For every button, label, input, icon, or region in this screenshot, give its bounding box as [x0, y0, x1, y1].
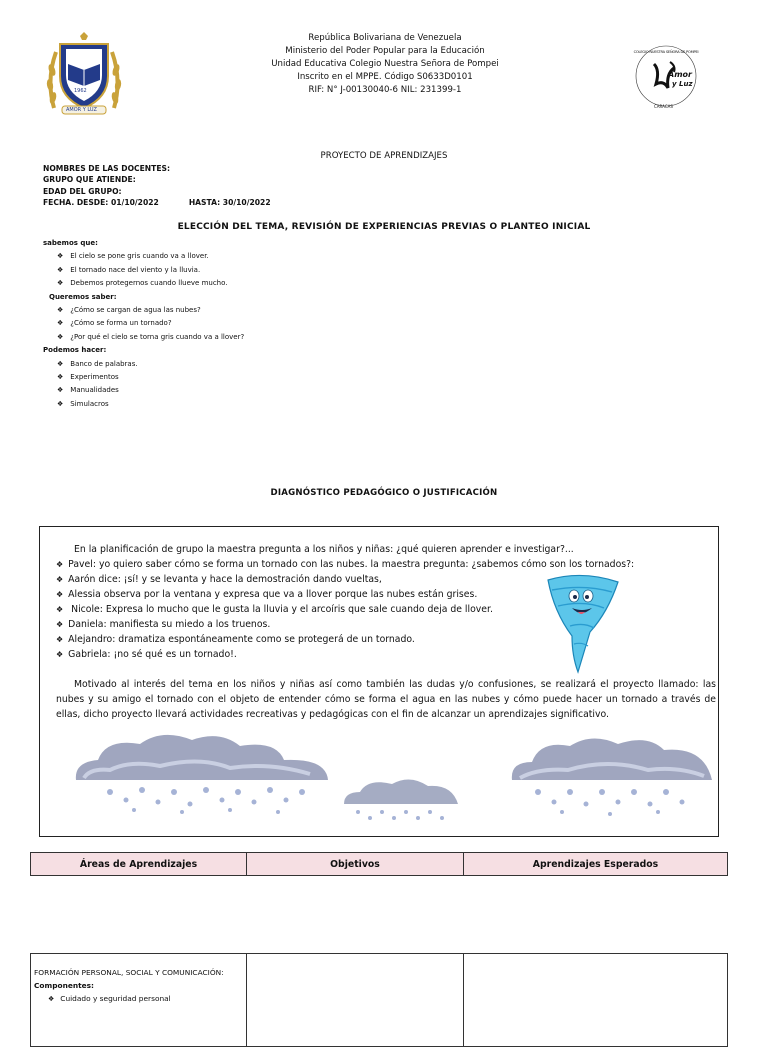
header-line-2: Ministerio del Poder Popular para la Educación: [285, 46, 485, 56]
list-item: ❖ ¿Cómo se forma un tornado?: [57, 317, 244, 330]
meta-fecha-hasta: HASTA: 30/10/2022: [188, 197, 271, 207]
podemos-label: Podemos hacer:: [43, 346, 107, 355]
area-cell: [31, 954, 247, 1047]
list-item: ❖ Gabriela: ¡no sé qué es un tornado!.: [56, 647, 716, 662]
diagnostico-text: [56, 542, 716, 722]
componentes-list: [34, 992, 243, 1006]
areas-table-header: [30, 852, 728, 876]
seal-motto-a: Amor: [668, 70, 692, 79]
list-item: ❖ Cuidado y seguridad personal: [48, 992, 243, 1006]
list-item: ❖ El tornado nace del viento y la lluvia.: [57, 264, 244, 277]
list-item: ❖ Experimentos: [57, 371, 244, 384]
list-item: ❖ El cielo se pone gris cuando va a llover.: [57, 250, 244, 263]
list-item: ❖ Debemos protegernos cuando llueve mucho.: [57, 277, 244, 290]
list-item: ❖ Alejandro: dramatiza espontáneamente como se protegerá de un tornado.: [56, 632, 716, 647]
area-name: FORMACIÓN PERSONAL, SOCIAL Y COMUNICACIÓN:: [34, 968, 224, 977]
list-item: ❖ ¿Por qué el cielo se torna gris cuando va a llover?: [57, 331, 244, 344]
school-seal-logo: [630, 40, 702, 114]
rain-cloud-left-image: [70, 728, 332, 816]
aprendizajes-cell: [464, 954, 728, 1047]
objetivos-cell: [247, 954, 464, 1047]
header-line-3: Unidad Educativa Colegio Nuestra Señora de Pompei: [271, 59, 499, 69]
meta-edad: EDAD DEL GRUPO:: [43, 186, 122, 196]
project-title: PROYECTO DE APRENDIZAJES: [320, 151, 448, 161]
seal-city: CARACAS: [654, 104, 673, 109]
school-shield-logo: [44, 30, 124, 116]
list-item: ❖ Alessia observa por la ventana y expresa que va a llover porque las nubes están grises.: [56, 587, 716, 602]
header-line-4: Inscrito en el MPPE. Código S0633D0101: [297, 72, 473, 82]
diagnostico-intro: En la planificación de grupo la maestra pregunta a los niños y niñas: ¿qué quieren aprender e investigar?...: [74, 544, 574, 555]
section-eleccion-title: ELECCIÓN DEL TEMA, REVISIÓN DE EXPERIENCIAS PREVIAS O PLANTEO INICIAL: [177, 222, 591, 232]
logo-year: 1962: [74, 88, 87, 94]
header-areas: Áreas de Aprendizajes: [31, 853, 247, 876]
diagnostico-children-list: [56, 557, 716, 662]
institution-header: [200, 32, 570, 97]
list-item: ❖ Manualidades: [57, 384, 244, 397]
meta-fecha: [43, 197, 271, 208]
seal-motto-b: y Luz: [672, 80, 693, 88]
list-item: ❖ Simulacros: [57, 398, 244, 411]
header-objetivos: Objetivos: [247, 853, 464, 876]
list-item: ❖ ¿Cómo se cargan de agua las nubes?: [57, 304, 244, 317]
meta-grupo: GRUPO QUE ATIENDE:: [43, 175, 136, 185]
table-row: [31, 954, 728, 1047]
header-line-1: República Bolivariana de Venezuela: [308, 33, 462, 43]
rain-cloud-right-image: [508, 730, 716, 818]
sabemos-list: [43, 250, 244, 290]
rain-cloud-small-image: [340, 770, 462, 824]
list-item: ❖ Aarón dice: ¡sí! y se levanta y hace la demostración dando vueltas,: [56, 572, 716, 587]
list-item: ❖ Pavel: yo quiero saber cómo se forma un tornado con las nubes. la maestra pregunta: ¿sabemos cómo son los tornados?:: [56, 557, 716, 572]
list-item: ❖ Banco de palabras.: [57, 358, 244, 371]
list-item: ❖ Nicole: Expresa lo mucho que le gusta la lluvia y el arcoíris que sale cuando deja de llover.: [56, 602, 716, 617]
meta-fecha-desde: FECHA. DESDE: 01/10/2022: [43, 197, 159, 207]
podemos-list: [43, 358, 244, 412]
queremos-label: Queremos saber:: [49, 292, 117, 301]
project-meta: [43, 163, 271, 208]
meta-docentes: NOMBRES DE LAS DOCENTES:: [43, 164, 171, 173]
sabemos-label: sabemos que:: [43, 239, 98, 247]
diagnostico-paragraph: Motivado al interés del tema en los niños y niñas así como también las dudas y/o confusiones, se realizará el proyecto llamado: las nubes y su amigo el tornado con el objeto de entender cómo se forma el agua en las nubes y cómo puede hacer un tornado a través de ellas, dicho proyecto llevará actividades recreativas y pedagógicas con el fin de alcanzar un aprendizajes significativo.: [56, 679, 716, 720]
previous-knowledge-lists: [43, 237, 244, 411]
seal-ring-text: COLEGIO NUESTRA SEÑORA DE POMPEI: [633, 50, 699, 54]
areas-table-body: [30, 953, 728, 1047]
header-line-5: RIF: N° J-00130040-6 NIL: 231399-1: [308, 85, 462, 95]
logo-motto: AMOR Y LUZ: [66, 107, 97, 113]
list-item: ❖ Daniela: manifiesta su miedo a los truenos.: [56, 617, 716, 632]
section-diagnostico-title: DIAGNÓSTICO PEDAGÓGICO O JUSTIFICACIÓN: [270, 488, 498, 498]
componentes-label: Componentes:: [34, 981, 95, 990]
queremos-list: [43, 304, 244, 344]
header-aprendizajes: Aprendizajes Esperados: [464, 853, 728, 876]
